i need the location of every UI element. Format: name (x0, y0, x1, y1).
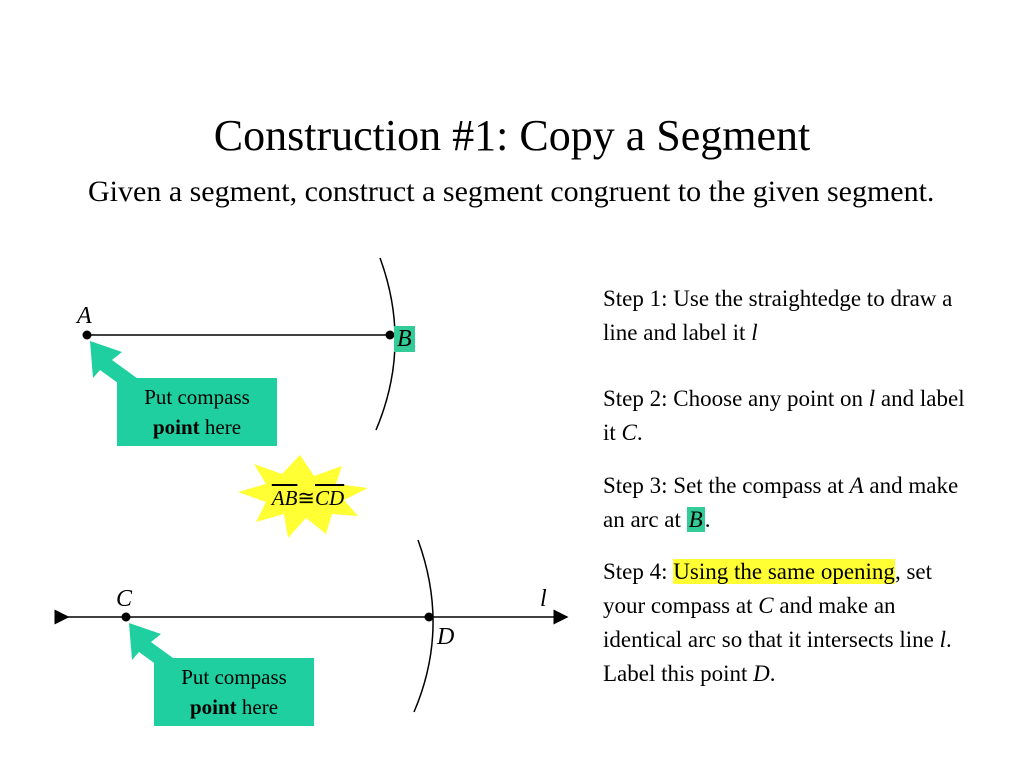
step-4-mid: and make an identical arc so that it intersects line (603, 593, 940, 652)
step-2-var1: l (868, 386, 876, 411)
label-a: A (77, 303, 92, 329)
point-c-dot (122, 613, 131, 622)
compass-note-rest: here (236, 695, 279, 719)
compass-note-bottom (154, 658, 314, 726)
step-2-end: . (636, 420, 643, 445)
step-4-after: , set your compass at (603, 559, 932, 618)
compass-note-bold: point (189, 695, 237, 719)
step-3-mid: and make an arc at (603, 473, 959, 532)
step-3-var2: B (688, 507, 703, 532)
step-3-text: Step 3: Set the compass at (603, 473, 850, 498)
step-3 (603, 469, 978, 537)
congruent-symbol: ≅ (297, 486, 316, 510)
subtitle: Given a segment, construct a segment congruent to the given segment. (88, 175, 935, 208)
label-c: C (116, 586, 133, 612)
point-a-dot (83, 331, 92, 340)
compass-note-rest: here (199, 415, 242, 439)
step-1-var: l (751, 320, 758, 345)
compass-note-bold: point (152, 415, 200, 439)
step-3-var1: A (849, 473, 864, 498)
step-3-end: . (704, 507, 711, 532)
step-4-var1: C (758, 593, 774, 618)
compass-note-line1: Put compass (144, 385, 250, 409)
step-4-end: . (769, 661, 776, 686)
arc-at-d (414, 540, 433, 712)
step-4 (603, 555, 978, 691)
step-4-mid2: . Label this point (603, 627, 952, 686)
point-d-dot (425, 613, 434, 622)
step-4-highlight: Using the same opening (673, 559, 895, 584)
segment-ab-name: $\overline{AB}$ (271, 486, 298, 510)
congruence-statement (258, 485, 358, 511)
step-1 (603, 282, 978, 350)
step-2-text: Step 2: Choose any point on (603, 386, 869, 411)
label-b: B (394, 326, 415, 352)
step-2-mid: and label it (603, 386, 965, 445)
compass-note-line1: Put compass (181, 665, 287, 689)
step-1-text: Step 1: Use the straightedge to draw a line and label it (603, 286, 953, 345)
step-4-lead: Step 4: (603, 559, 674, 584)
slide-title: Construction #1: Copy a Segment (213, 111, 811, 160)
segment-cd-name: $\overline{CD}$ (315, 486, 345, 510)
label-d: D (437, 624, 455, 650)
step-2-var2: C (621, 420, 637, 445)
step-4-var3: D (753, 661, 770, 686)
arc-at-b (376, 258, 395, 430)
label-line-l: l (540, 586, 547, 612)
step-2 (603, 382, 978, 450)
step-4-var2: l (939, 627, 946, 652)
compass-note-top (117, 378, 277, 446)
